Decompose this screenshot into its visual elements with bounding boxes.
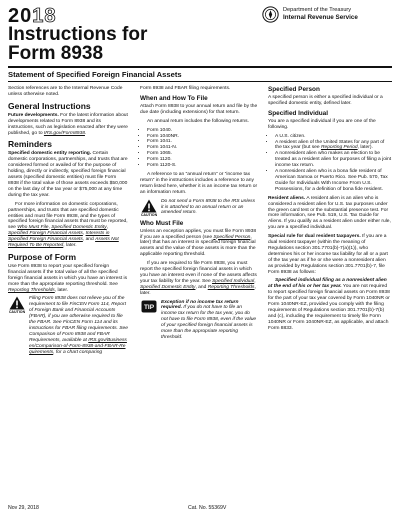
resident-aliens-text: A resident alien is an alien who is considered a resident alien for U.S. tax purposes under the green card test or the substantial presence test. For more information, see Pub. 519, U.S. Tax Guide for Aliens. If you qualify as a resident alien under either rule, you are a specified individual. xyxy=(268,195,391,231)
tip-icon-wrap xyxy=(140,300,158,341)
interests-link[interactable]: Interests in Specified Foreign Financial Assets xyxy=(8,231,110,243)
more-sep-3: , xyxy=(82,231,86,237)
more-text: For more information on domestic corporations, partnerships, and trusts that are specified domestic entities and must file Form 8938, and the types of specified foreign financial assets that must be reported, see xyxy=(8,201,128,231)
specified-domestic-entity-link[interactable]: Specified Domestic Entity xyxy=(140,284,196,290)
agency-line-1: Department of the Treasury xyxy=(283,7,352,13)
list-item: • A nonresident alien who makes an election to be treated as a resident alien for purposes of filing a joint income tax return. xyxy=(275,151,392,169)
b2-text: A resident alien of the United States for any part of the tax year (but see xyxy=(275,139,385,151)
list-item xyxy=(275,140,392,152)
heading-when-and-how: When and How To File xyxy=(140,94,208,102)
fbar-continuation: Form 8938 and FBAR filing requirements. xyxy=(140,86,231,91)
more-end: , later. xyxy=(63,243,77,249)
when-paragraph: Attach Form 8938 to your annual return and file by the due date (including extensions) for that return. xyxy=(140,103,258,115)
header-rule xyxy=(8,66,392,68)
future-developments-text: For the latest information about developments related to Form 8938 and its instructions, such as legislation enacted after they were published, go to xyxy=(8,112,128,136)
reporting-period-link[interactable]: Reporting Period xyxy=(320,145,358,151)
column-3 xyxy=(268,86,392,335)
special-rule-lead: Special rule for dual resident taxpayers. xyxy=(268,234,361,240)
list-item: • A U.S. citizen. xyxy=(275,134,392,140)
future-developments-end: . xyxy=(84,130,87,136)
more-sep-4: , and xyxy=(82,237,96,243)
more-information-paragraph xyxy=(8,202,128,249)
sde-lead: Specified domestic entity reporting. xyxy=(8,151,92,157)
form-year xyxy=(8,6,57,26)
who-end: , later) that has an interest in specified foreign financial assets and the value of those assets is more than the applicable reporting threshold. xyxy=(140,234,256,258)
list-item: • A nonresident alien who is a bona fide resident of American Samoa or Puerto Rico. See Pub. 570, Tax Guide for Individuals With Income From U.S. Possessions, for a definition of bona fide resident. xyxy=(275,169,392,193)
footer-date: Nov 29, 2018 xyxy=(8,505,39,511)
list-item: • Form 1040. xyxy=(147,128,258,134)
more-sep-2: , xyxy=(106,225,109,231)
assets-not-required-link[interactable]: Assets Not Required To Be Reported xyxy=(8,237,119,249)
caution-note-attach xyxy=(140,199,258,217)
list-item: • Form 1120-S. xyxy=(147,163,258,169)
b2-end: , later). xyxy=(357,145,373,151)
required-end: , later. xyxy=(140,284,256,296)
year-suffix: 18 xyxy=(32,5,57,27)
agency-block xyxy=(283,7,358,21)
caution-label: CAUTION xyxy=(8,310,26,315)
returns-list xyxy=(140,128,258,169)
list-item: • Form 1065. xyxy=(147,151,258,157)
annual-return-paragraph: An annual return includes the following returns. xyxy=(147,118,249,124)
specified-individual-link[interactable]: Specified Individual xyxy=(212,278,255,284)
year-prefix: 20 xyxy=(8,5,33,27)
treasury-seal-icon xyxy=(262,6,279,23)
person-paragraph: A specified person is either a specified individual or a specified domestic entity, defined later. xyxy=(268,95,383,106)
specified-person-link[interactable]: Specified Person xyxy=(213,234,251,240)
future-developments-lead: Future developments. xyxy=(8,112,59,118)
list-item: • Form 1041. xyxy=(147,139,258,145)
tip-lead: Exception if no income tax return required. xyxy=(161,299,239,311)
heading-purpose-of-form: Purpose of Form xyxy=(8,251,77,262)
dual-text: You are not required to report specified foreign financial assets on Form 8938 for the part of your tax year covered by Form 1040NR or Form 1040NR-EZ, provided you comply with the filing requirements of Regulations section 301.7701(b)-7(b) and (c), including the requirement to timely file Form 1040NR or Form 1040NR-EZ, as applicable, and attach Form 8833. xyxy=(268,284,390,331)
who-must-file-link[interactable]: Who Must File xyxy=(17,225,49,231)
comparison-link[interactable]: IRS.gov/Businesses/Comparison-of-Form-8938-and-FBAR-Requirements xyxy=(29,337,127,355)
resident-aliens-paragraph xyxy=(268,196,392,231)
special-rule-paragraph xyxy=(268,234,392,275)
individual-list xyxy=(268,134,392,193)
tip-body: If you do not have to file an income tax return for the tax year, you do not have to file Form 8938, even if the value of your specified foreign financial assets is more than the appropriate reporting threshold. xyxy=(161,305,257,340)
list-item: • Form 1040NR. xyxy=(147,134,258,140)
specified-foreign-assets-link[interactable]: Specified Foreign Financial Assets xyxy=(8,231,83,237)
dual-resident-paragraph xyxy=(268,278,392,331)
required-text: If you are required to file Form 8938, you must report the specified foreign financial assets in which you have an interest even if none of the assets affects your tax liability for the year. See xyxy=(140,261,257,284)
title-line-2: Form 8938 xyxy=(8,43,104,64)
caution-text xyxy=(29,296,128,355)
column-2 xyxy=(140,86,258,344)
irs-form8938-link[interactable]: IRS.gov/Form8938 xyxy=(43,130,85,136)
sde-text: Certain domestic corporations, partnerships, and trusts that are considered formed or availed of for the purpose of holding, directly or indirectly, specified foreign financial assets (specified domestic entities) must file Form 8938 if the total value of those assets exceeds $50,000 on the last day of the tax year or $75,000 at any time during the tax year. xyxy=(8,151,128,198)
caution-body: Filing Form 8938 does not relieve you of the requirement to file FinCEN Form 114, Report of Foreign Bank and Financial Accounts (FBAR), if you are otherwise required to file the FBAR. See FinCEN Form 114 and its instructions for FBAR filing requirements. See Comparison of Form 8938 and FBAR Requirements, available at xyxy=(29,296,128,343)
resident-aliens-lead: Resident aliens. xyxy=(268,195,306,201)
caution-note-fbar xyxy=(8,296,128,355)
heading-specified-individual: Specified Individual xyxy=(268,109,329,117)
heading-specified-person: Specified Person xyxy=(268,86,320,93)
heading-general-instructions: General Instructions xyxy=(8,100,91,111)
caution-icon xyxy=(141,199,157,213)
who-paragraph xyxy=(140,229,258,259)
agency-line-2: Internal Revenue Service xyxy=(283,14,358,21)
purpose-text: Use Form 8938 to report your specified foreign financial assets if the total value of all the specified foreign financial assets in which you have an interest is more than the appropriate reporting threshold. See xyxy=(8,263,128,287)
caution-icon xyxy=(9,296,25,310)
caution-icon-wrap xyxy=(140,199,158,217)
required-sep-2: , and xyxy=(195,284,208,290)
purpose-paragraph xyxy=(8,264,128,294)
form-subtitle: Statement of Specified Foreign Financial Assets xyxy=(8,70,182,79)
caution-label: CAUTION xyxy=(140,212,158,217)
caution-text: Do not send a Form 8938 to the IRS unless it is attached to an annual return or an amended return. xyxy=(161,198,256,216)
specified-domestic-entity-link[interactable]: Specified Domestic Entity xyxy=(51,225,107,231)
dual-lead: Specified individual filing as a nonresident alien at the end of his or her tax year. xyxy=(268,278,387,290)
who-text: Unless an exception applies, you must file Form 8938 if you are a specified person (see xyxy=(140,228,257,240)
purpose-end: , later. xyxy=(54,287,69,293)
specified-domestic-entity-paragraph xyxy=(8,151,128,198)
footer-catalog-number: Cat. No. 55369V xyxy=(188,505,227,511)
more-sep-1: , xyxy=(48,225,52,231)
required-sep-1: , xyxy=(254,278,256,284)
reporting-thresholds-link[interactable]: Reporting Thresholds xyxy=(8,287,55,293)
reporting-thresholds-link[interactable]: Reporting Thresholds xyxy=(207,284,255,290)
tip-text xyxy=(161,300,258,341)
column-1 xyxy=(8,86,128,359)
tip-note xyxy=(140,300,258,341)
title-line-1: Instructions for xyxy=(8,24,148,45)
reference-paragraph: A reference to an “annual return” or “income tax return” in the instructions includes a reference to any return listed here, whether it is an income tax return or an information return. xyxy=(140,171,258,195)
special-rule-text: If you are a dual resident taxpayer (within the meaning of Regulations section 301.7701(b)-7(a)(1)), who determines his or her income tax liability for all or a part of the tax year as if he or she were a nonresident alien as provided by Regulations section 301.7701(b)-7, file Form 8938 as follows: xyxy=(268,234,388,275)
list-item: • Form 1041-N. xyxy=(147,145,258,151)
caution-icon-wrap xyxy=(8,296,26,355)
subtitle-rule xyxy=(8,81,392,82)
tip-label: TIP xyxy=(143,303,155,311)
required-paragraph xyxy=(140,261,258,296)
future-developments-paragraph xyxy=(8,113,128,137)
tip-icon xyxy=(141,300,157,313)
section-references: Section references are to the Internal Revenue Code unless otherwise noted. xyxy=(8,86,123,97)
caution-end: , for a chart comparing xyxy=(53,349,103,355)
list-item: • Form 1120. xyxy=(147,157,258,163)
heading-who-must-file: Who Must File xyxy=(140,219,184,227)
individual-paragraph: You are a specified individual if you are one of the following. xyxy=(268,118,376,130)
heading-reminders: Reminders xyxy=(8,139,52,150)
